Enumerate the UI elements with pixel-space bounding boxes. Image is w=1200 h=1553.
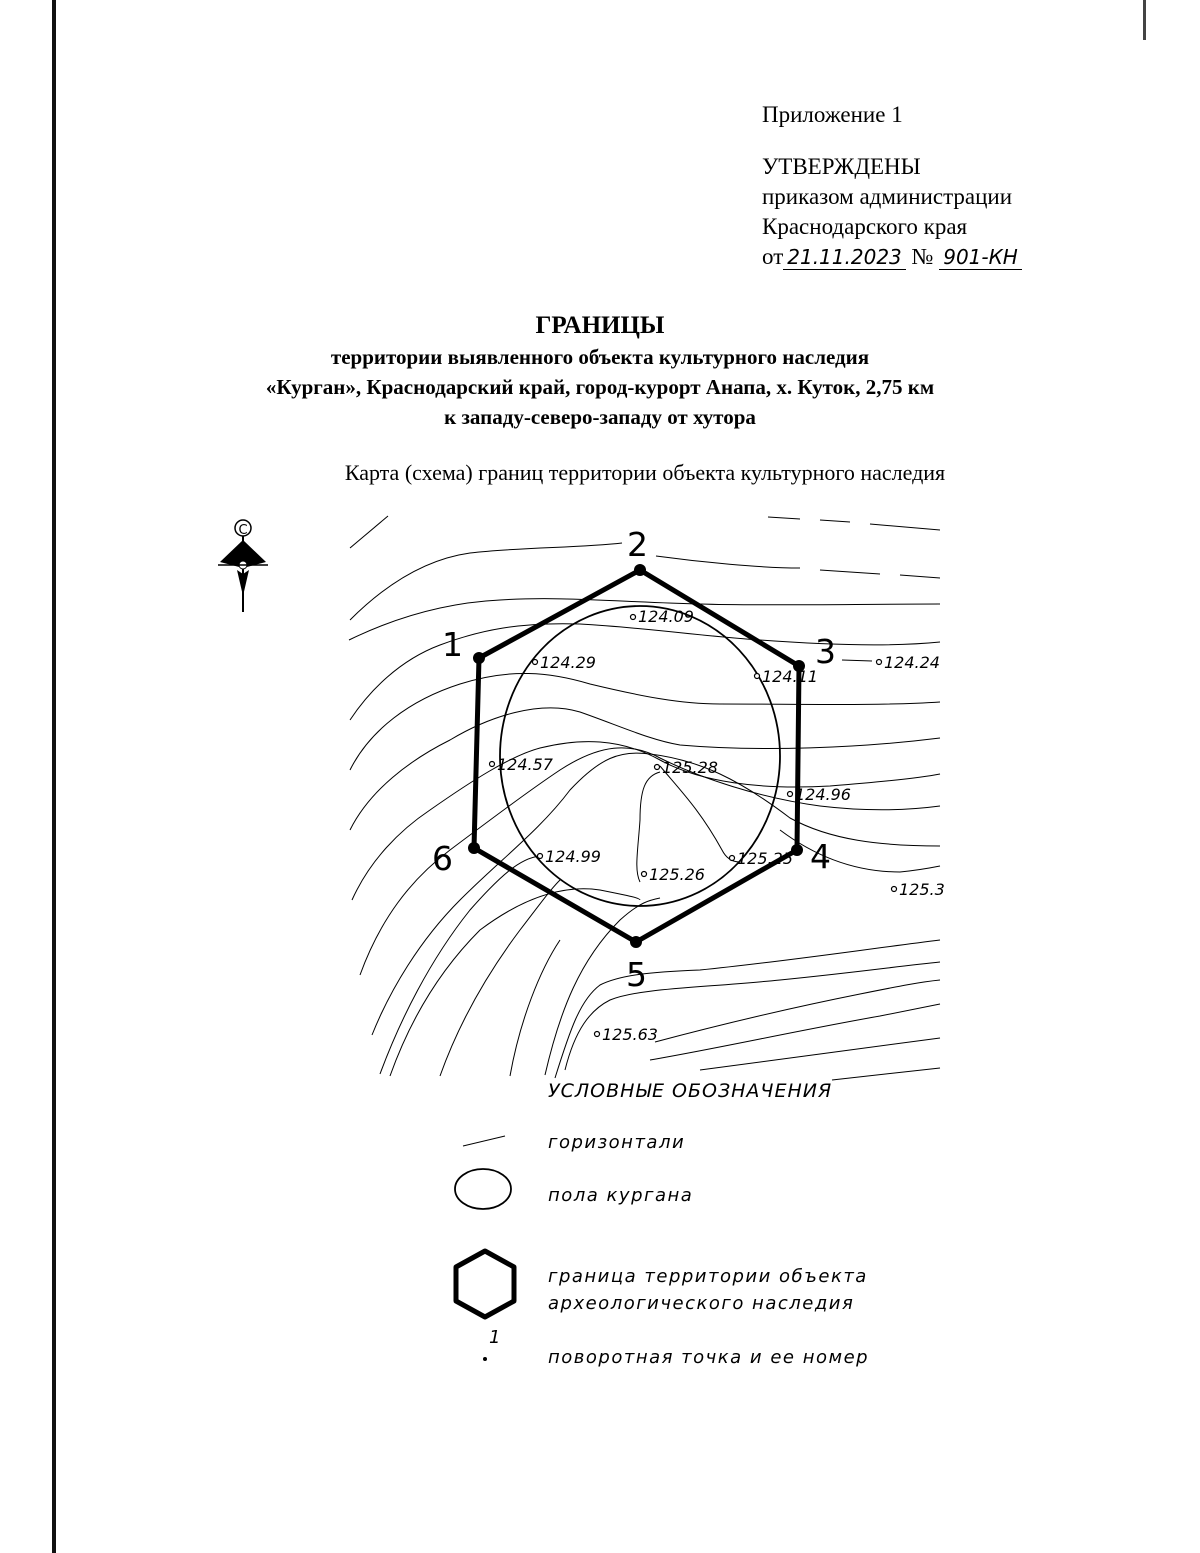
elevation-124-99: 124.99 bbox=[545, 847, 601, 866]
turning-point-6 bbox=[468, 842, 480, 854]
legend bbox=[455, 1080, 869, 1368]
approved-label: УТВЕРЖДЕНЫ bbox=[762, 154, 921, 179]
approval-line-1: приказом администрации bbox=[762, 184, 1013, 209]
elevation-124-57: 124.57 bbox=[497, 755, 553, 774]
legend-point-number: 1 bbox=[489, 1327, 502, 1348]
legend-contours-label: горизонтали bbox=[548, 1132, 686, 1153]
legend-contour-symbol bbox=[463, 1136, 505, 1146]
elevation-125-3: 125.3 bbox=[899, 880, 945, 899]
title-line-1: территории выявленного объекта культурного наследия bbox=[330, 345, 870, 369]
compass-icon bbox=[218, 520, 268, 612]
elevation-125-63: 125.63 bbox=[602, 1025, 658, 1044]
elevation-125-25: 125.25 bbox=[737, 849, 793, 868]
turning-point-label-5: 5 bbox=[626, 955, 647, 994]
elevation-markers bbox=[490, 615, 897, 1037]
title-main: ГРАНИЦЫ bbox=[535, 312, 665, 339]
elevation-124-96: 124.96 bbox=[795, 785, 851, 804]
legend-boundary-symbol bbox=[456, 1251, 514, 1317]
map-caption: Карта (схема) границ территории объекта культурного наследия bbox=[344, 460, 946, 485]
legend-boundary-label-1: граница территории объекта bbox=[548, 1266, 868, 1287]
turning-point-label-6: 6 bbox=[432, 839, 453, 878]
elevation-124-29: 124.29 bbox=[540, 653, 596, 672]
number-prefix: № bbox=[911, 244, 934, 269]
legend-boundary-label-2: археологического наследия bbox=[548, 1293, 855, 1314]
date-prefix: от bbox=[762, 244, 784, 269]
turning-point-1 bbox=[473, 652, 485, 664]
elevation-125-26: 125.26 bbox=[649, 865, 705, 884]
contour-lines bbox=[349, 516, 940, 1080]
turning-point-label-3: 3 bbox=[815, 632, 836, 671]
turning-point-label-1: 1 bbox=[442, 625, 463, 664]
date-value: 21.11.2023 bbox=[783, 245, 906, 270]
title-line-3: к западу-северо-западу от хутора bbox=[444, 405, 756, 429]
legend-mound-label: пола кургана bbox=[548, 1185, 694, 1206]
compass-north-letter: С bbox=[238, 523, 248, 538]
legend-title: УСЛОВНЫЕ ОБОЗНАЧЕНИЯ bbox=[548, 1080, 833, 1102]
elevation-125-28: 125.28 bbox=[662, 758, 718, 777]
legend-mound-symbol bbox=[455, 1169, 511, 1209]
elevation-124-11: 124.11 bbox=[762, 667, 818, 686]
title-line-2: «Курган», Краснодарский край, город-курорт Анапа, х. Куток, 2,75 км bbox=[265, 375, 935, 399]
approval-line-2: Краснодарского края bbox=[762, 214, 968, 239]
turning-point-5 bbox=[630, 936, 642, 948]
appendix-label: Приложение 1 bbox=[762, 102, 903, 127]
legend-point-symbol bbox=[483, 1357, 487, 1361]
turning-point-2 bbox=[634, 564, 646, 576]
legend-point-label: поворотная точка и ее номер bbox=[548, 1347, 870, 1368]
turning-point-label-4: 4 bbox=[810, 837, 831, 876]
turning-point-label-2: 2 bbox=[627, 525, 648, 564]
elevation-124-24: 124.24 bbox=[884, 653, 940, 672]
number-value: 901-КН bbox=[939, 245, 1022, 270]
elevation-124-09: 124.09 bbox=[638, 607, 694, 626]
